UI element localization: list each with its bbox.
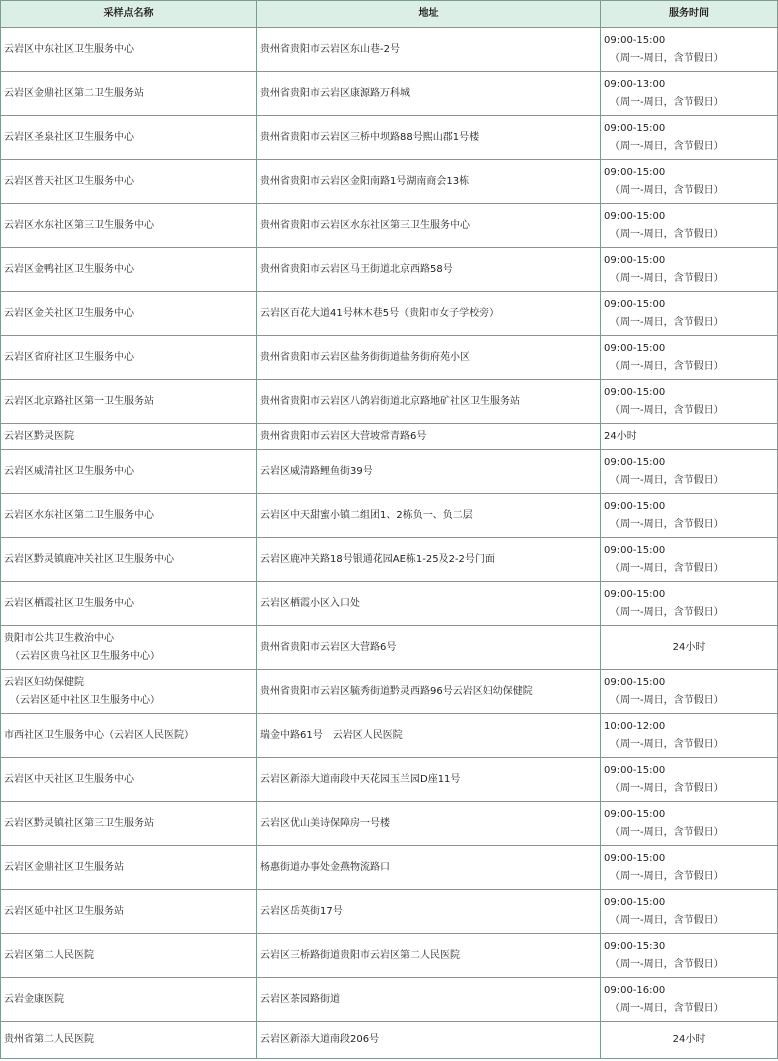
- site-name-cell: [1, 160, 257, 204]
- site-hours-cell: [601, 450, 778, 494]
- service-days-note: （周一-周日，含节假日）: [610, 360, 724, 372]
- service-days-note: （周一-周日，含节假日）: [610, 184, 724, 196]
- site-address: 瑞金中路61号 云岩区人民医院: [257, 714, 601, 758]
- site-hours-cell: [601, 1022, 778, 1059]
- table-row: [1, 450, 778, 494]
- site-name: 云岩区中东社区卫生服务中心: [4, 43, 134, 55]
- site-hours-cell: [601, 160, 778, 204]
- service-hours: 09:00-15:00: [604, 386, 666, 398]
- site-name-cell: [1, 72, 257, 116]
- site-name-cell: [1, 978, 257, 1022]
- site-name: 云岩区金鼎社区卫生服务站: [4, 861, 124, 873]
- site-name: 云岩区黔灵医院: [4, 430, 74, 442]
- table-row: [1, 336, 778, 380]
- service-days-note: （周一-周日，含节假日）: [610, 52, 724, 64]
- site-name: 云岩区妇幼保健院: [4, 676, 84, 688]
- service-hours: 24小时: [672, 641, 706, 653]
- site-name-cell: [1, 670, 257, 714]
- site-address: 云岩区栖霞小区入口处: [257, 582, 601, 626]
- service-hours: 09:00-15:00: [604, 852, 666, 864]
- site-name-cell: [1, 292, 257, 336]
- site-address: 贵州省贵阳市云岩区大营坡常青路6号: [257, 424, 601, 450]
- site-address: 云岩区茶园路街道: [257, 978, 601, 1022]
- site-hours-cell: [601, 582, 778, 626]
- table-header-row: [1, 1, 778, 28]
- site-name-cell: [1, 116, 257, 160]
- site-address: 贵州省贵阳市云岩区金阳南路1号湖南商会13栋: [257, 160, 601, 204]
- site-address: 贵州省贵阳市云岩区大营路6号: [257, 626, 601, 670]
- service-hours: 09:00-15:00: [604, 456, 666, 468]
- service-days-note: （周一-周日，含节假日）: [610, 958, 724, 970]
- service-days-note: （周一-周日，含节假日）: [610, 782, 724, 794]
- table-row: [1, 204, 778, 248]
- site-address: 云岩区鹿冲关路18号银通花园AE栋1-25及2-2号门面: [257, 538, 601, 582]
- site-name: 云岩区水东社区第三卫生服务中心: [4, 219, 154, 231]
- service-days-note: （周一-周日，含节假日）: [610, 914, 724, 926]
- site-name: 云岩区金鸭社区卫生服务中心: [4, 263, 134, 275]
- service-hours: 09:00-15:00: [604, 122, 666, 134]
- site-hours-cell: [601, 424, 778, 450]
- table-row: [1, 758, 778, 802]
- site-name-cell: [1, 846, 257, 890]
- service-hours: 24小时: [604, 430, 637, 442]
- site-name-cell: [1, 714, 257, 758]
- site-name-alias: （云岩区延中社区卫生服务中心）: [10, 694, 160, 706]
- site-name-cell: [1, 248, 257, 292]
- service-days-note: （周一-周日，含节假日）: [610, 518, 724, 530]
- site-hours-cell: [601, 934, 778, 978]
- site-hours-cell: [601, 538, 778, 582]
- site-address: 云岩区中天甜蜜小镇二组团1、2栋负一、负二层: [257, 494, 601, 538]
- site-name: 云岩区第二人民医院: [4, 949, 94, 961]
- site-hours-cell: [601, 292, 778, 336]
- site-name: 贵阳市公共卫生救治中心: [4, 632, 114, 644]
- table-row: [1, 890, 778, 934]
- site-name-cell: [1, 204, 257, 248]
- service-days-note: （周一-周日，含节假日）: [610, 870, 724, 882]
- site-hours-cell: [601, 494, 778, 538]
- table-row: [1, 714, 778, 758]
- service-days-note: （周一-周日，含节假日）: [610, 606, 724, 618]
- site-hours-cell: [601, 978, 778, 1022]
- table-row: [1, 424, 778, 450]
- site-name-cell: [1, 582, 257, 626]
- service-days-note: （周一-周日，含节假日）: [610, 228, 724, 240]
- service-days-note: （周一-周日，含节假日）: [610, 272, 724, 284]
- header-name: 采样点名称: [1, 1, 257, 28]
- site-name: 云岩区金鼎社区第二卫生服务站: [4, 87, 144, 99]
- table-row: [1, 626, 778, 670]
- site-hours-cell: [601, 846, 778, 890]
- site-name-cell: [1, 424, 257, 450]
- site-address: 贵州省贵阳市云岩区马王街道北京西路58号: [257, 248, 601, 292]
- service-hours: 09:00-15:00: [604, 34, 666, 46]
- service-hours: 09:00-15:00: [604, 896, 666, 908]
- table-row: [1, 494, 778, 538]
- site-name: 云岩区延中社区卫生服务站: [4, 905, 124, 917]
- service-hours: 09:00-15:00: [604, 500, 666, 512]
- site-address: 云岩区威清路鲤鱼街39号: [257, 450, 601, 494]
- table-row: [1, 116, 778, 160]
- service-days-note: （周一-周日，含节假日）: [610, 474, 724, 486]
- site-address: 贵州省贵阳市云岩区八鸽岩街道北京路地矿社区卫生服务站: [257, 380, 601, 424]
- site-name: 云岩区黔灵镇社区第三卫生服务站: [4, 817, 154, 829]
- site-name: 云岩区金关社区卫生服务中心: [4, 307, 134, 319]
- table-row: [1, 538, 778, 582]
- site-name-cell: [1, 1022, 257, 1059]
- site-name: 云岩区黔灵镇鹿冲关社区卫生服务中心: [4, 553, 174, 565]
- site-name-cell: [1, 336, 257, 380]
- table-row: [1, 248, 778, 292]
- table-row: [1, 292, 778, 336]
- site-name-cell: [1, 758, 257, 802]
- site-name: 云岩金康医院: [4, 993, 64, 1005]
- site-address: 云岩区优山美诗保障房一号楼: [257, 802, 601, 846]
- site-name: 云岩区省府社区卫生服务中心: [4, 351, 134, 363]
- table-row: [1, 1022, 778, 1059]
- site-hours-cell: [601, 670, 778, 714]
- site-name-cell: [1, 890, 257, 934]
- site-hours-cell: [601, 28, 778, 72]
- site-address: 贵州省贵阳市云岩区三桥中坝路88号熙山郡1号楼: [257, 116, 601, 160]
- site-name-cell: [1, 802, 257, 846]
- site-name-cell: [1, 934, 257, 978]
- service-days-note: （周一-周日，含节假日）: [610, 1002, 724, 1014]
- site-name-cell: [1, 28, 257, 72]
- table-row: [1, 380, 778, 424]
- site-address: 云岩区岳英街17号: [257, 890, 601, 934]
- service-hours: 09:00-13:00: [604, 78, 666, 90]
- service-hours: 09:00-15:00: [604, 544, 666, 556]
- site-name-cell: [1, 494, 257, 538]
- service-hours: 09:00-15:00: [604, 588, 666, 600]
- site-address: 云岩区新添大道南段206号: [257, 1022, 601, 1059]
- header-hours: 服务时间: [601, 1, 778, 28]
- site-address: 贵州省贵阳市云岩区水东社区第三卫生服务中心: [257, 204, 601, 248]
- site-name: 云岩区栖霞社区卫生服务中心: [4, 597, 134, 609]
- service-days-note: （周一-周日，含节假日）: [610, 140, 724, 152]
- table-row: [1, 846, 778, 890]
- site-name: 云岩区普天社区卫生服务中心: [4, 175, 134, 187]
- service-days-note: （周一-周日，含节假日）: [610, 562, 724, 574]
- site-address: 杨惠街道办事处金燕物流路口: [257, 846, 601, 890]
- site-name: 云岩区北京路社区第一卫生服务站: [4, 395, 154, 407]
- site-hours-cell: [601, 72, 778, 116]
- service-hours: 09:00-16:00: [604, 984, 666, 996]
- table-row: [1, 72, 778, 116]
- site-hours-cell: [601, 890, 778, 934]
- site-name: 贵州省第二人民医院: [4, 1034, 94, 1045]
- service-hours: 09:00-15:00: [604, 676, 666, 688]
- site-hours-cell: [601, 758, 778, 802]
- table-row: [1, 978, 778, 1022]
- site-address: 云岩区新添大道南段中天花园玉兰园D座11号: [257, 758, 601, 802]
- site-name-cell: [1, 380, 257, 424]
- site-hours-cell: [601, 380, 778, 424]
- service-days-note: （周一-周日，含节假日）: [610, 738, 724, 750]
- site-hours-cell: [601, 204, 778, 248]
- site-name: 云岩区中天社区卫生服务中心: [4, 773, 134, 785]
- service-hours: 09:00-15:00: [604, 808, 666, 820]
- site-address: 贵州省贵阳市云岩区盐务街街道盐务街府苑小区: [257, 336, 601, 380]
- service-hours: 10:00-12:00: [604, 720, 666, 732]
- site-name: 市西社区卫生服务中心（云岩区人民医院）: [4, 729, 194, 741]
- header-address: 地址: [257, 1, 601, 28]
- site-name-cell: [1, 538, 257, 582]
- site-address: 贵州省贵阳市云岩区康源路万科城: [257, 72, 601, 116]
- site-address: 云岩区三桥路街道贵阳市云岩区第二人民医院: [257, 934, 601, 978]
- site-hours-cell: [601, 802, 778, 846]
- service-hours: 09:00-15:00: [604, 298, 666, 310]
- service-hours: 09:00-15:30: [604, 940, 666, 952]
- site-hours-cell: [601, 248, 778, 292]
- table-row: [1, 28, 778, 72]
- table-row: [1, 802, 778, 846]
- site-name: 云岩区威清社区卫生服务中心: [4, 465, 134, 477]
- site-address: 贵州省贵阳市云岩区毓秀街道黔灵西路96号云岩区妇幼保健院: [257, 670, 601, 714]
- table-row: [1, 160, 778, 204]
- site-name-cell: [1, 450, 257, 494]
- service-hours: 09:00-15:00: [604, 342, 666, 354]
- site-hours-cell: [601, 336, 778, 380]
- site-name-alias: （云岩区贵乌社区卫生服务中心）: [10, 650, 160, 662]
- site-hours-cell: [601, 714, 778, 758]
- site-hours-cell: [601, 116, 778, 160]
- site-hours-cell: [601, 626, 778, 670]
- service-hours: 09:00-15:00: [604, 166, 666, 178]
- service-days-note: （周一-周日，含节假日）: [610, 316, 724, 328]
- site-name: 云岩区圣泉社区卫生服务中心: [4, 131, 134, 143]
- table-row: [1, 582, 778, 626]
- site-name-cell: [1, 626, 257, 670]
- service-hours: 24小时: [672, 1034, 706, 1045]
- site-address: 云岩区百花大道41号林木巷5号（贵阳市女子学校旁）: [257, 292, 601, 336]
- site-address: 贵州省贵阳市云岩区东山巷-2号: [257, 28, 601, 72]
- table-row: [1, 670, 778, 714]
- service-days-note: （周一-周日，含节假日）: [610, 694, 724, 706]
- service-days-note: （周一-周日，含节假日）: [610, 96, 724, 108]
- service-days-note: （周一-周日，含节假日）: [610, 404, 724, 416]
- site-name: 云岩区水东社区第二卫生服务中心: [4, 509, 154, 521]
- service-hours: 09:00-15:00: [604, 764, 666, 776]
- service-hours: 09:00-15:00: [604, 210, 666, 222]
- service-hours: 09:00-15:00: [604, 254, 666, 266]
- table-row: [1, 934, 778, 978]
- service-days-note: （周一-周日，含节假日）: [610, 826, 724, 838]
